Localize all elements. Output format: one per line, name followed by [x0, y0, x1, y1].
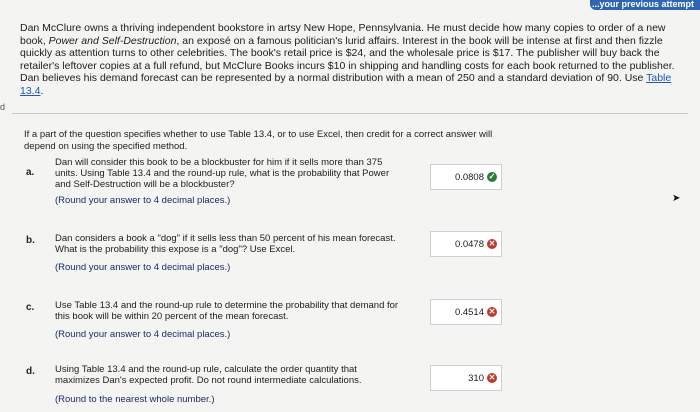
part-letter: a. — [26, 167, 35, 178]
mouse-cursor-icon: ➤ — [672, 193, 681, 204]
part-hint: (Round to the nearest whole number.) — [55, 394, 215, 405]
part-letter: d. — [26, 366, 35, 377]
x-mark-icon: ✕ — [488, 239, 496, 248]
table-13-4-link[interactable]: Table 13.4 — [20, 72, 672, 97]
answer-field[interactable] — [430, 164, 502, 190]
answer-field[interactable] — [430, 299, 502, 325]
part-hint: (Round your answer to 4 decimal places.) — [55, 195, 231, 206]
part-question: Dan will consider this book to be a blockbuster for him if it sells more than 375 units. Using Table 13.4 and the round-up rule, what is the probability that Power and Self-Destruction will be a blockbuster? — [55, 157, 390, 190]
method-note: If a part of the question specifies whether to use Table 13.4, or to use Excel, then credit for a correct answer will depend on using the specified method. — [24, 129, 493, 152]
part-question: Use Table 13.4 and the round-up rule to determine the probability that demand for this book will be within 20 percent of the mean forecast. — [55, 300, 399, 322]
problem-text-2: , an exposé on a famous politician's lurid affairs. Interest in the book will be intense at first and then fizzle quickly as attention turns to other celebrities. The book's retail price is $24, and the wholesale price is $17. The publisher will buy back the retailer's leftover copies at a full refund, but McClure Books incurs $10 in shipping and handling costs for each book returned to the publisher. Dan believes his demand forecast can be represented by a normal distribution with a mean of 250 and a standard deviation of 90. Use — [20, 34, 675, 84]
answer-field[interactable] — [430, 231, 502, 257]
book-title: Power and Self-Destruction — [48, 34, 177, 47]
part-letter: b. — [26, 235, 35, 246]
part-hint: (Round your answer to 4 decimal places.) — [55, 262, 231, 273]
problem-text-3: . — [40, 84, 44, 97]
part-question: Dan considers a book a "dog" if it sells less than 50 percent of his mean forecast. What is the probability this expose is a "dog"? Use Excel. — [55, 233, 396, 255]
answer-value: 0.0478 — [454, 238, 484, 250]
x-mark-icon: ✕ — [488, 307, 496, 316]
problem-statement — [20, 22, 680, 97]
answer-value: 0.0808 — [454, 171, 484, 183]
left-edge-mark: d — [0, 102, 6, 112]
answer-field[interactable] — [430, 365, 502, 391]
answer-value: 310 — [468, 372, 484, 384]
x-mark-icon: ✕ — [488, 373, 496, 382]
checkmark-icon: ✓ — [488, 172, 496, 181]
previous-attempt-banner[interactable]: ...your previous attempt — [590, 0, 700, 10]
answer-value: 0.4514 — [454, 306, 484, 318]
problem-text-1: Dan McClure owns a thriving independent bookstore in artsy New Hope, Pennsylvania. He must decide how many copies to order of a new book, — [20, 22, 666, 47]
part-question: Using Table 13.4 and the round-up rule, calculate the order quantity that maximizes Dan's expected profit. Do not round intermediate calculations. — [55, 364, 362, 386]
part-letter: c. — [26, 302, 35, 313]
part-hint: (Round your answer to 4 decimal places.) — [55, 329, 231, 340]
divider — [12, 113, 688, 114]
